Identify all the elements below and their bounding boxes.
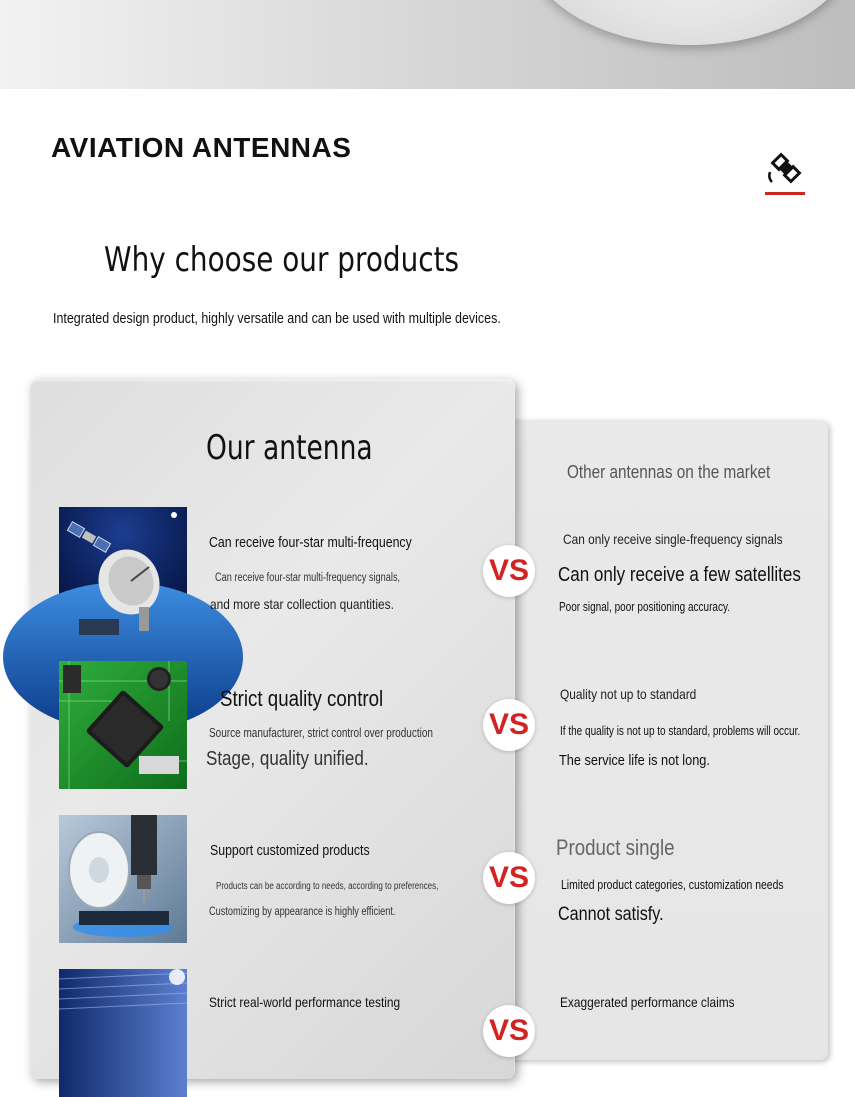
anechoic-chamber-image [59, 969, 187, 1097]
vs-badge: VS [483, 852, 535, 904]
theirs-row2-detail2: The service life is not long. [559, 752, 710, 769]
logo-underline [765, 192, 805, 195]
vs-badge: VS [483, 699, 535, 751]
brand-title: AVIATION ANTENNAS [51, 132, 352, 163]
competitor-panel [505, 420, 828, 1060]
ours-row4-heading: Strict real-world performance testing [209, 994, 401, 1010]
antenna-dome-image [525, 0, 855, 45]
section-subtitle: Integrated design product, highly versatile and can be used with multiple devices. [53, 311, 501, 327]
theirs-row3-detail2: Cannot satisfy. [558, 904, 664, 925]
our-antenna-title: Our antenna [206, 428, 373, 468]
satellite-logo-icon [762, 150, 808, 198]
top-banner [0, 0, 855, 89]
satellite-dish-image [59, 507, 187, 635]
ours-row3-heading: Support customized products [210, 843, 370, 859]
ours-row1-detail: Can receive four-star multi-frequency signals, [215, 572, 401, 584]
theirs-row1-detail: Poor signal, poor positioning accuracy. [559, 600, 731, 614]
ours-row2-detail2: Stage, quality unified. [206, 748, 369, 770]
ours-row1-heading: Can receive four-star multi-frequency [209, 535, 412, 551]
competitor-title: Other antennas on the market [567, 462, 771, 482]
section-title: Why choose our products [104, 240, 460, 280]
theirs-row2-heading: Quality not up to standard [560, 686, 697, 702]
theirs-row4-heading: Exaggerated performance claims [560, 994, 735, 1010]
theirs-row1-emphasis: Can only receive a few satellites [558, 564, 801, 586]
ours-row3-detail: Products can be according to needs, according to preferences, [216, 881, 439, 892]
vs-badge: VS [483, 545, 535, 597]
theirs-row3-detail: Limited product categories, customization needs [561, 877, 784, 892]
theirs-row2-detail: If the quality is not up to standard, problems will occur. [560, 724, 801, 738]
ours-row2-heading: Strict quality control [220, 686, 384, 711]
vs-badge: VS [483, 1005, 535, 1057]
antenna-assembly-machine-image [59, 815, 187, 943]
circuit-board-chip-image [59, 661, 187, 789]
theirs-row3-heading: Product single [556, 835, 675, 860]
theirs-row1-heading: Can only receive single-frequency signals [563, 531, 783, 547]
ours-row3-detail2: Customizing by appearance is highly efficient. [209, 906, 396, 918]
ours-row2-detail: Source manufacturer, strict control over production [209, 726, 433, 740]
ours-row1-detail2: and more star collection quantities. [210, 596, 394, 612]
